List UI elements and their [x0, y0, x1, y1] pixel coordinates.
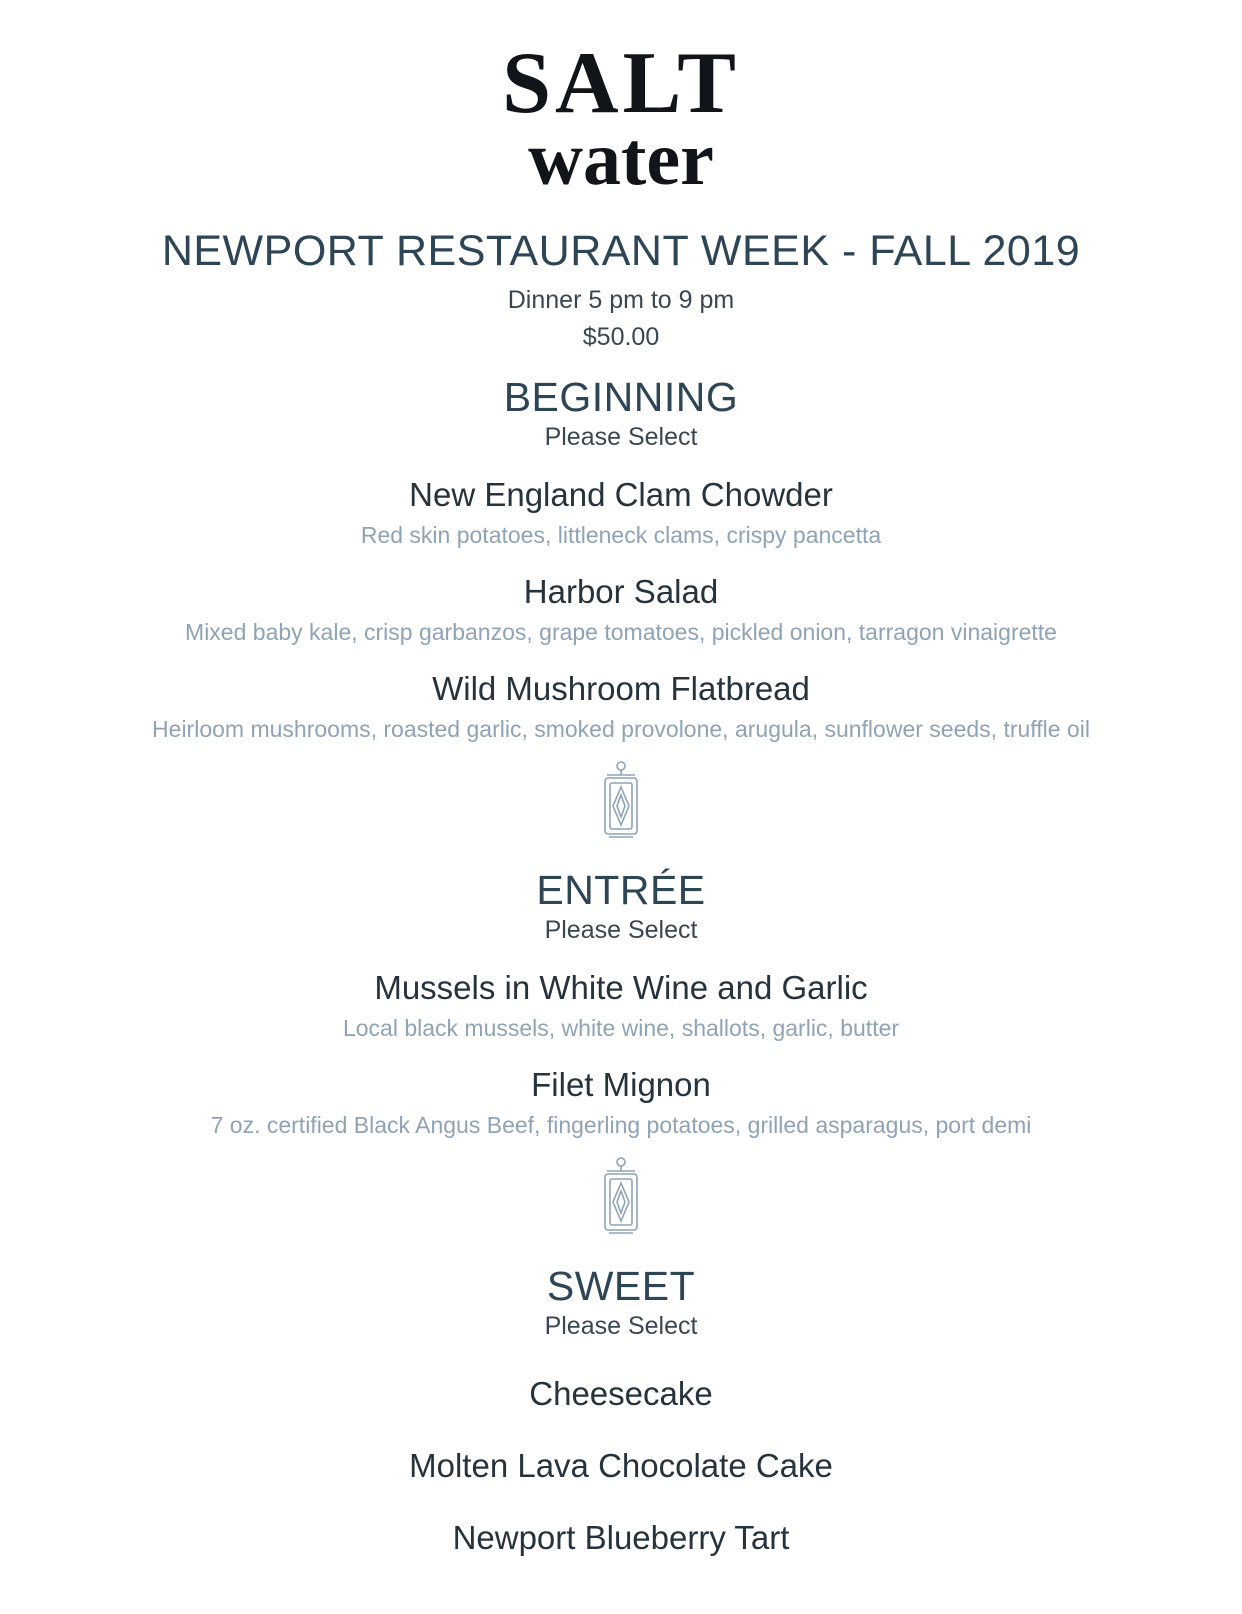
- menu-item-name: Filet Mignon: [531, 1065, 711, 1103]
- menu-item-description: Heirloom mushrooms, roasted garlic, smoked provolone, arugula, sunflower seeds, truffle oil: [152, 715, 1090, 742]
- menu-item-description: Local black mussels, white wine, shallots, garlic, butter: [342, 1014, 900, 1041]
- course-section-beginning: [0, 374, 1242, 743]
- course-subtitle: Please Select: [544, 422, 698, 451]
- menu-item-name: Cheesecake: [529, 1374, 713, 1412]
- menu-item-name: New England Clam Chowder: [409, 475, 833, 513]
- menu-item: [0, 1375, 1242, 1413]
- menu-item-name: Newport Blueberry Tart: [452, 1518, 790, 1556]
- menu-item: [0, 1447, 1242, 1485]
- lantern-ornament-icon: [591, 1155, 651, 1241]
- logo-text-salt: SALT: [502, 35, 740, 132]
- menu-item: [0, 573, 1242, 646]
- menu-item-name: Wild Mushroom Flatbread: [432, 669, 810, 707]
- section-divider: [0, 1155, 1242, 1241]
- menu-item: [0, 969, 1242, 1042]
- course-title: SWEET: [546, 1262, 696, 1309]
- page-title: NEWPORT RESTAURANT WEEK - FALL 2019: [161, 226, 1081, 275]
- menu-item: [0, 1519, 1242, 1557]
- menu-item-description: Mixed baby kale, crisp garbanzos, grape tomatoes, pickled onion, tarragon vinaigrette: [185, 618, 1057, 645]
- menu-item: [0, 670, 1242, 743]
- course-title: BEGINNING: [503, 373, 739, 420]
- menu-item-name: Molten Lava Chocolate Cake: [409, 1446, 833, 1484]
- service-hours: Dinner 5 pm to 9 pm: [507, 285, 735, 314]
- menu-item-description: Red skin potatoes, littleneck clams, crispy pancetta: [360, 521, 882, 548]
- price: $50.00: [582, 322, 660, 351]
- menu-item-name: Mussels in White Wine and Garlic: [374, 968, 868, 1006]
- course-title: ENTRÉE: [536, 866, 706, 913]
- menu-item-name: Harbor Salad: [523, 572, 719, 610]
- logo-text-water: water: [528, 116, 714, 201]
- menu-item: [0, 1066, 1242, 1139]
- course-subtitle: Please Select: [544, 915, 698, 944]
- lantern-ornament-icon: [591, 759, 651, 845]
- restaurant-logo: [0, 0, 1242, 201]
- course-subtitle: Please Select: [544, 1311, 698, 1340]
- course-section-sweet: [0, 1263, 1242, 1557]
- section-divider: [0, 759, 1242, 845]
- menu-item: [0, 476, 1242, 549]
- menu-item-description: 7 oz. certified Black Angus Beef, fingerling potatoes, grilled asparagus, port demi: [210, 1111, 1032, 1138]
- course-section-entree: [0, 867, 1242, 1139]
